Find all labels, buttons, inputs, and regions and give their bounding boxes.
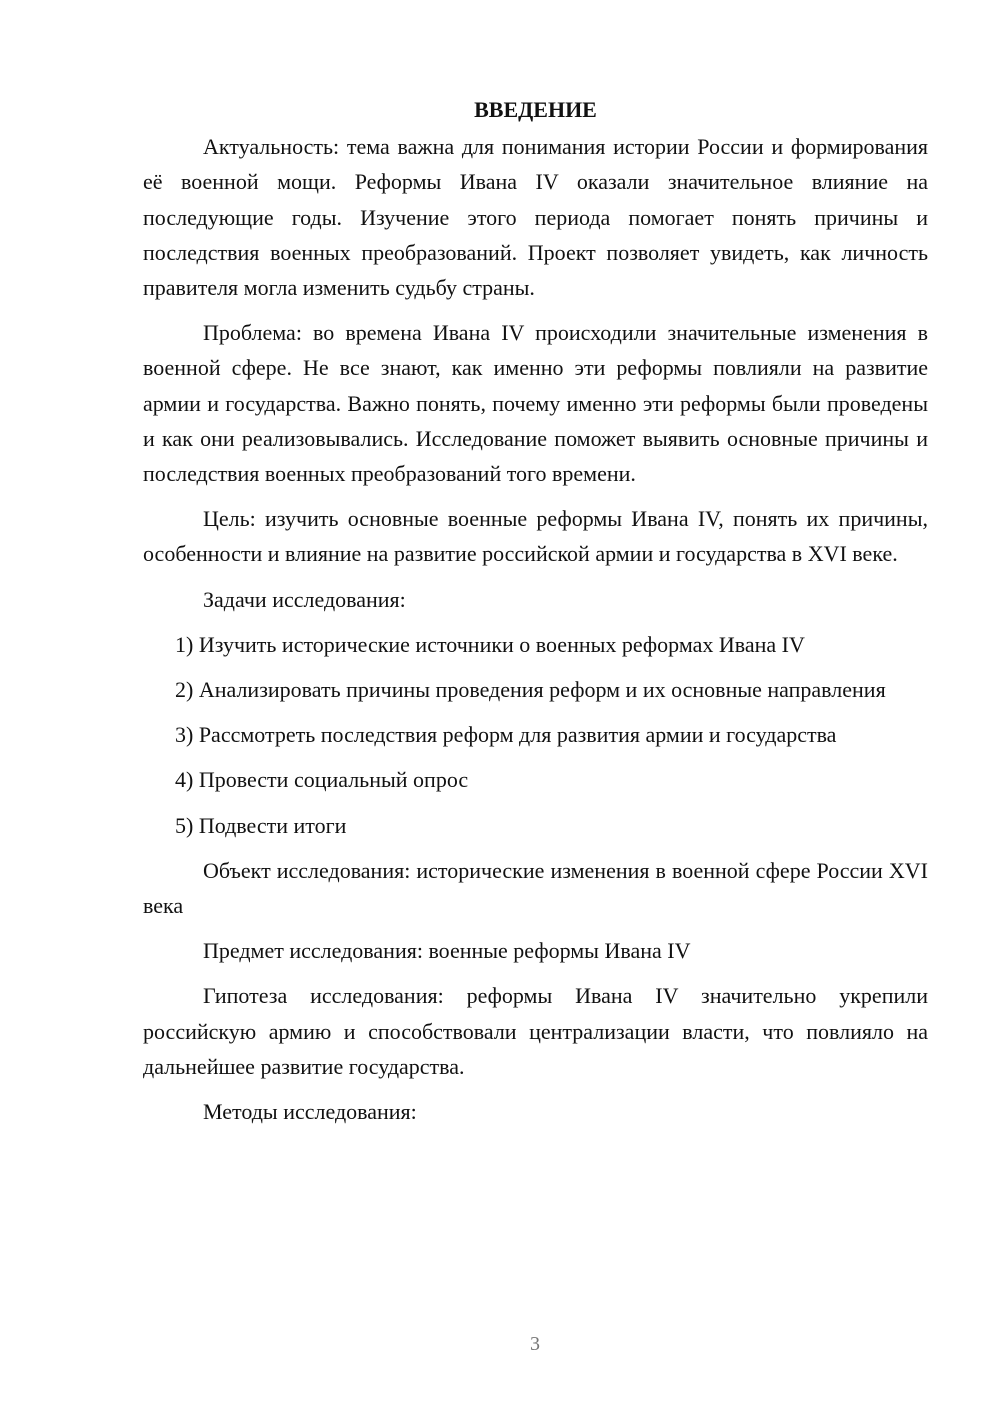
- paragraph-methods: Методы исследования:: [203, 1099, 417, 1125]
- paragraph-tasks-heading: Задачи исследования:: [203, 586, 406, 612]
- task-item: 4) Провести социальный опрос: [175, 767, 469, 793]
- task-item: 2) Анализировать причины проведения реформ и их основные направления: [175, 677, 886, 703]
- paragraph-problem: Проблема: во времена Ивана IV происходили значительные изменения в военной сфере. Не все знают, как именно эти реформы повлияли на развитие армии и государства. Важно понять, почему именно эти реформы были проведены и как они реализовывались. Исследование поможет выявить основные причины и последствия военных преобразований того времени.: [143, 320, 928, 487]
- page-number: 3: [530, 1333, 540, 1355]
- paragraph-object: Объект исследования: исторические изменения в военной сфере России XVI века: [143, 857, 928, 919]
- task-item: 3) Рассмотреть последствия реформ для развития армии и государства: [175, 722, 837, 748]
- paragraph-relevance: Актуальность: тема важна для понимания истории России и формирования её военной мощи. Реформы Ивана IV оказали значительное влияние на последующие годы. Изучение этого периода помогает понять причины и последствия военных преобразований. Проект позволяет увидеть, как личность правителя могла изменить судьбу страны.: [143, 134, 928, 301]
- task-item: 1) Изучить исторические источники о военных реформах Ивана IV: [175, 631, 805, 657]
- paragraph-subject: Предмет исследования: военные реформы Ивана IV: [203, 938, 691, 964]
- paragraph-hypothesis: Гипотеза исследования: реформы Ивана IV значительно укрепили российскую армию и способствовали централизации власти, что повлияло на дальнейшее развитие государства.: [143, 983, 928, 1079]
- page-content: [143, 92, 928, 1139]
- task-item: 5) Подвести итоги: [175, 812, 347, 838]
- section-title: ВВЕДЕНИЕ: [474, 97, 597, 122]
- paragraph-goal: Цель: изучить основные военные реформы Ивана IV, понять их причины, особенности и влияние на развитие российской армии и государства в XVI веке.: [143, 506, 928, 567]
